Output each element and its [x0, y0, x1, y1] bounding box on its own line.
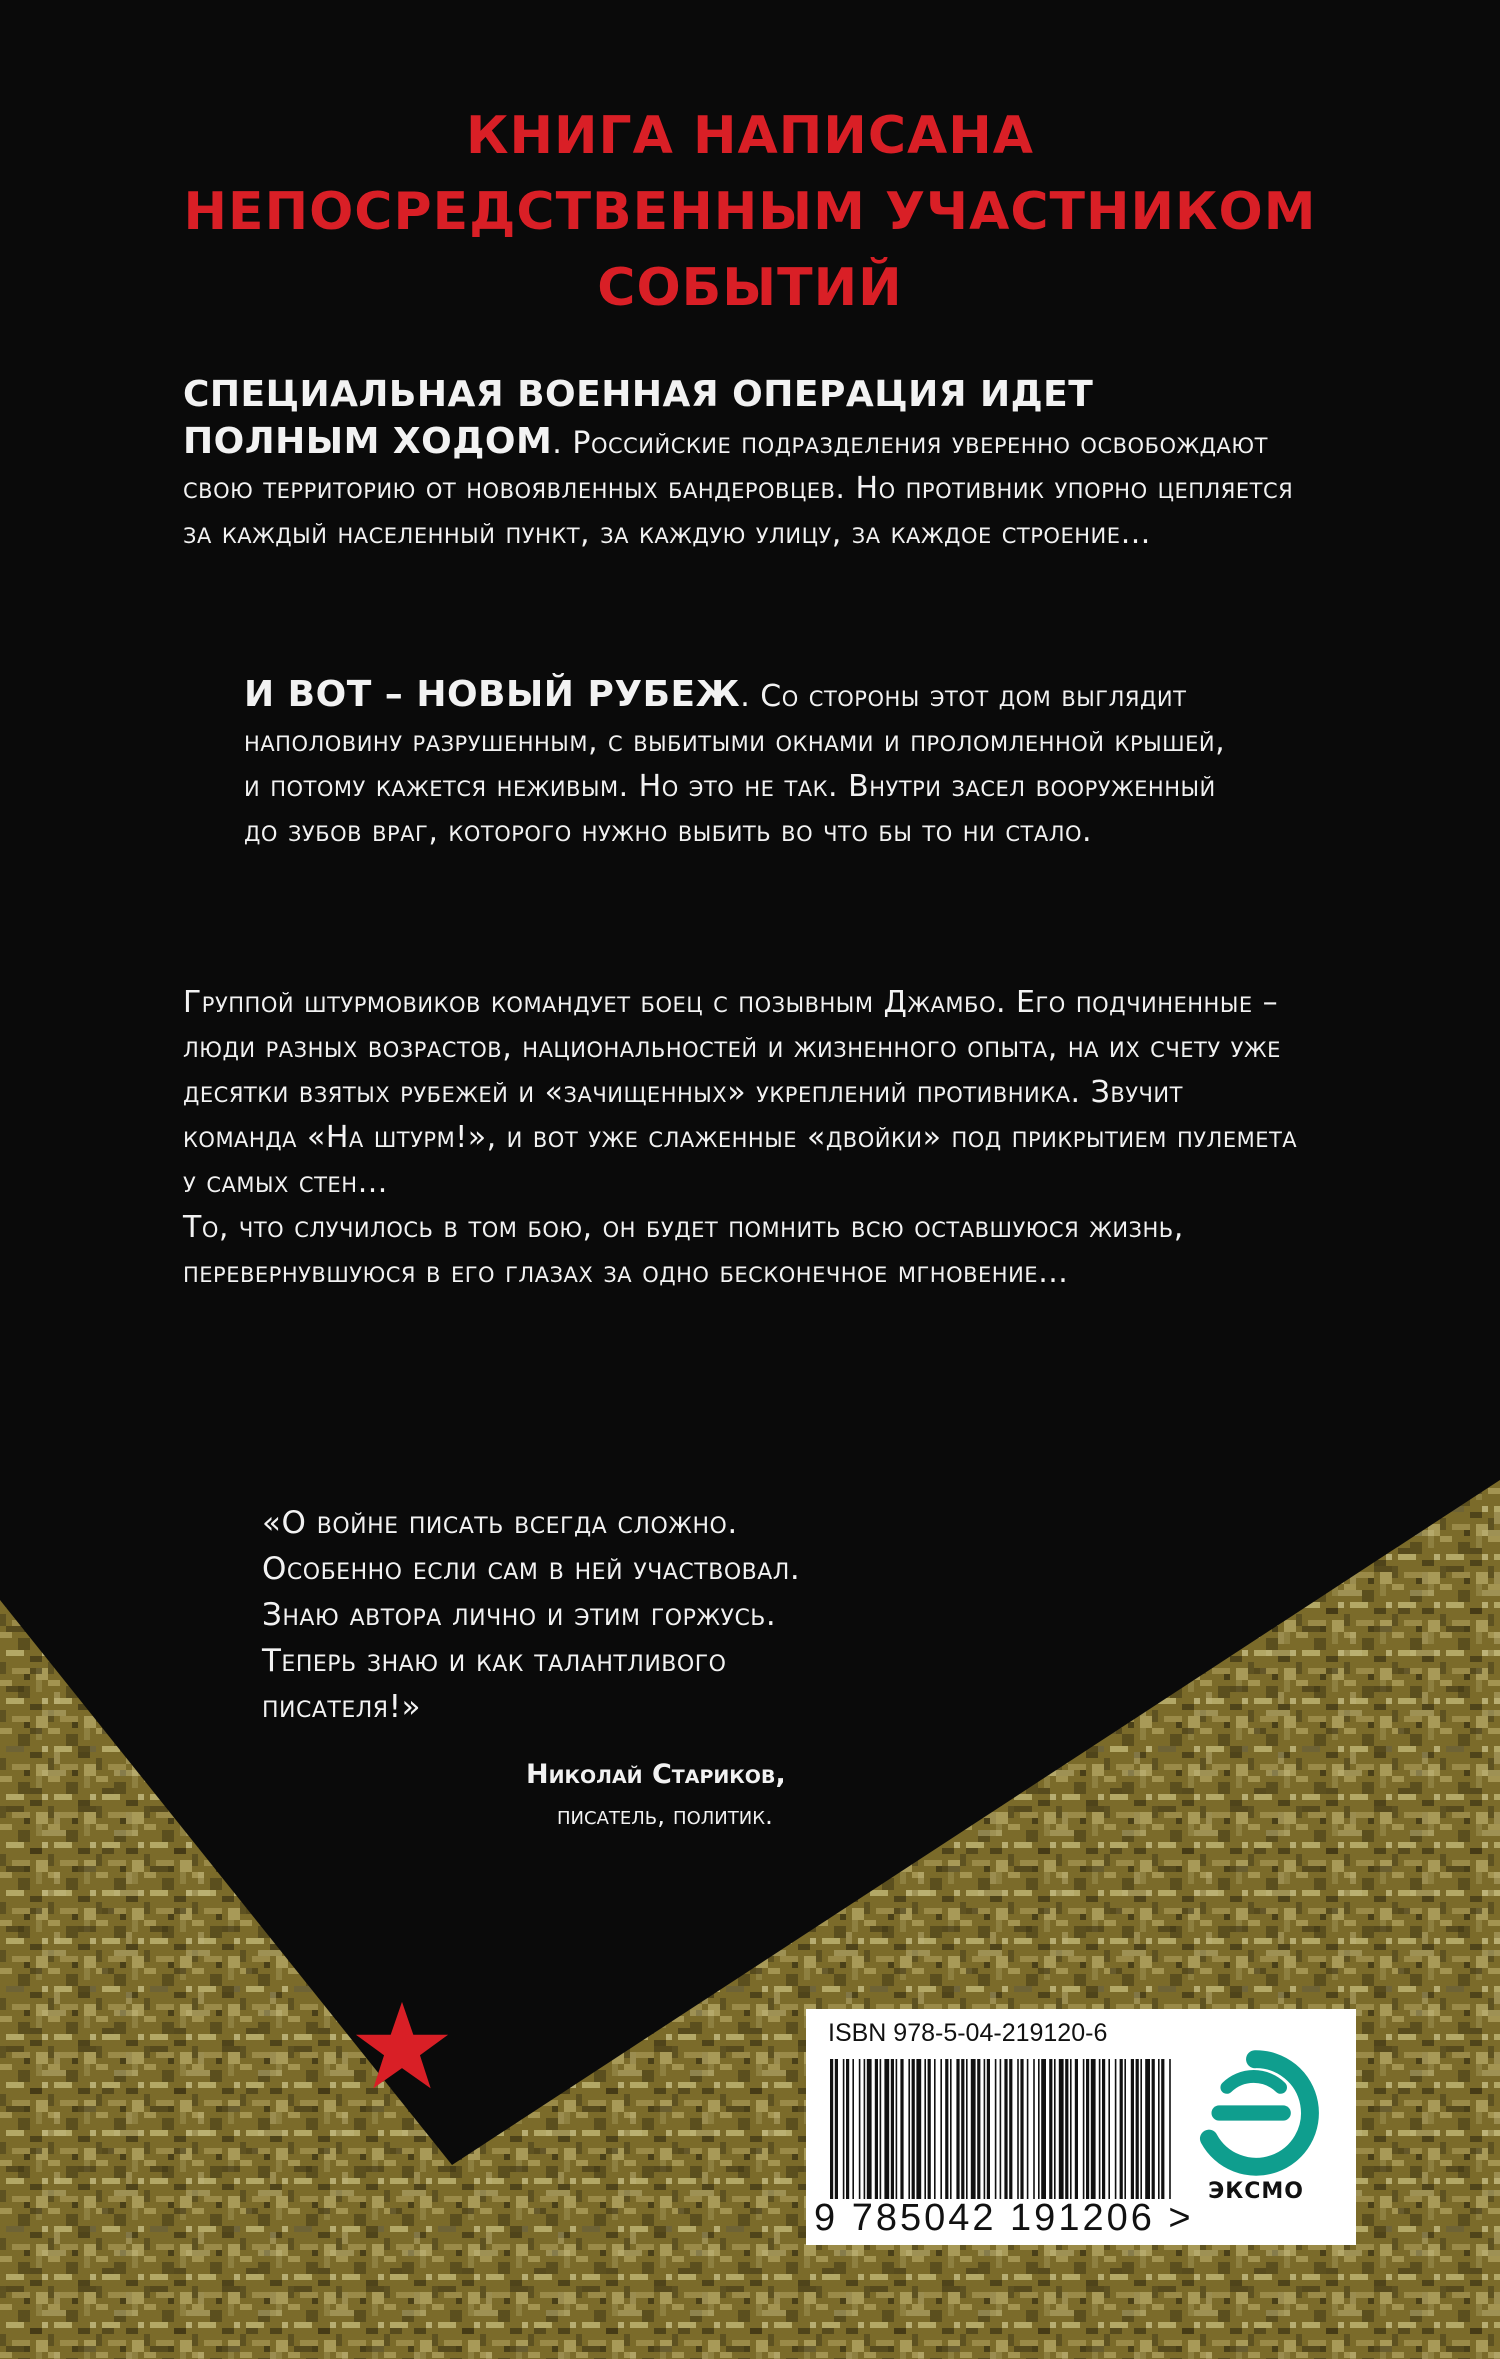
quote-author: Николай Стариков, — [526, 1759, 786, 1790]
barcode-bar — [1020, 2059, 1023, 2199]
barcode-bar — [995, 2059, 997, 2199]
barcode-bar — [880, 2059, 882, 2199]
barcode-bar — [1083, 2059, 1085, 2199]
barcode-bar — [875, 2059, 878, 2199]
barcode-bar — [891, 2059, 894, 2199]
barcode-bar — [912, 2059, 915, 2199]
paragraph-2-text: . Со стороны этот дом выглядит наполовину разрушенным, с выбитыми окнами и проломленной крышей, и потому кажется неживым. Но это не так. Внутри засел вооруженный до зубов враг, которого нужно выбить во что бы то ни стало. — [244, 679, 1226, 849]
barcode-bar — [1054, 2059, 1056, 2199]
barcode-bar — [940, 2059, 942, 2199]
barcode-bar — [987, 2059, 990, 2199]
barcode-bar — [956, 2059, 959, 2199]
barcode-bar — [924, 2059, 926, 2199]
barcode-bar — [1049, 2059, 1052, 2199]
paragraph-3-text-1: Группой штурмовиков командует боец с позывным Джамбо. Его подчиненные – люди разных возрастов, национальностей и жизненного опыта, на их счету уже десятки взятых рубежей и «зачищенных» укреплений противника. Звучит команда «На штурм!», и вот уже слаженные «двойки» под прикрытием пулемета у самых стен… — [183, 985, 1298, 1200]
barcode-bar — [977, 2059, 980, 2199]
barcode-bar — [1065, 2059, 1068, 2199]
barcode-bar — [1158, 2059, 1160, 2199]
barcode-bar — [835, 2059, 838, 2199]
barcode-bar — [830, 2059, 833, 2199]
barcode-bar — [843, 2059, 845, 2199]
barcode-bar — [864, 2059, 866, 2199]
barcode-digits: 9 785042 191206 > — [814, 2197, 1194, 2239]
barcode-bar — [1099, 2059, 1101, 2199]
barcode-bar — [966, 2059, 968, 2199]
barcode-bar — [846, 2059, 849, 2199]
barcode-bar — [961, 2059, 964, 2199]
eksmo-logo-icon — [1191, 2049, 1319, 2177]
barcode-bar — [971, 2059, 976, 2199]
barcode-bar — [900, 2059, 903, 2199]
barcode-bar — [1009, 2059, 1012, 2199]
barcode-bar — [1136, 2059, 1139, 2199]
paragraph-2-lead: И ВОТ – НОВЫЙ РУБЕЖ — [244, 674, 741, 715]
barcode-bar — [1145, 2059, 1150, 2199]
barcode-bar — [945, 2059, 948, 2199]
quote-line-1: «О войне писать всегда сложно. — [262, 1505, 738, 1541]
barcode-bar — [852, 2059, 854, 2199]
barcode-bar — [1102, 2059, 1105, 2199]
barcode-bar — [1004, 2059, 1007, 2199]
quote-author-role: писатель, политик. — [557, 1801, 773, 1830]
barcode-bar — [908, 2059, 910, 2199]
quote-line-5: писателя!» — [262, 1689, 421, 1725]
quote — [262, 1500, 1162, 1730]
barcode-bar — [934, 2059, 936, 2199]
barcode-bar — [859, 2059, 861, 2199]
barcode-bar — [1169, 2059, 1171, 2199]
barcode-bar — [928, 2059, 931, 2199]
headline — [0, 98, 1500, 326]
publisher-name: ЭКСМО — [1208, 2179, 1304, 2204]
barcode-bar — [1017, 2059, 1019, 2199]
paragraph-1-text: . Российские подразделения уверенно освобождают свою территорию от новоявленных бандеровцев. Но противник упорно цепляется за каждый населенный пункт, за каждую улицу, за каждое строение… — [183, 426, 1294, 551]
barcode-bar — [1086, 2059, 1089, 2199]
barcode-panel — [806, 2009, 1356, 2245]
barcode-bar — [950, 2059, 952, 2199]
barcode-bar — [1059, 2059, 1064, 2199]
barcode-bar — [1131, 2059, 1134, 2199]
paragraph-2 — [244, 672, 1244, 854]
barcode-bar — [916, 2059, 921, 2199]
paragraph-3-text-2: То, что случилось в том бою, он будет помнить всю оставшуюся жизнь, перевернувшуюся в его глазах за одно бесконечное мгновение… — [183, 1210, 1184, 1290]
barcode-bar — [1120, 2059, 1123, 2199]
paragraph-3 — [183, 980, 1303, 1295]
paragraph-1 — [183, 372, 1303, 556]
headline-line-2: НЕПОСРЕДСТВЕННЫМ УЧАСТНИКОМ — [183, 182, 1317, 242]
barcode-bar — [1070, 2059, 1072, 2199]
barcode-bars — [828, 2059, 1173, 2199]
barcode-bar — [1152, 2059, 1155, 2199]
barcode-bar — [1000, 2059, 1002, 2199]
barcode-bar — [1140, 2059, 1142, 2199]
barcode-bar — [984, 2059, 986, 2199]
barcode-bar — [1115, 2059, 1117, 2199]
barcode-bar — [1161, 2059, 1164, 2199]
headline-line-3: СОБЫТИЙ — [597, 258, 903, 318]
paragraph-1-lead: СПЕЦИАЛЬНАЯ ВОЕННАЯ ОПЕРАЦИЯ ИДЕТ ПОЛНЫМ ХОДОМ — [183, 374, 1094, 462]
barcode-bar — [1027, 2059, 1029, 2199]
barcode-bar — [884, 2059, 889, 2199]
barcode-bar — [1075, 2059, 1078, 2199]
barcode-bar — [1038, 2059, 1040, 2199]
quote-line-2: Особенно если сам в ней участвовал. — [262, 1551, 801, 1587]
headline-line-1: КНИГА НАПИСАНА — [466, 106, 1034, 166]
quote-line-4: Теперь знаю и как талантливого — [262, 1643, 727, 1679]
quote-line-3: Знаю автора лично и этим горжусь. — [262, 1597, 777, 1633]
barcode-bar — [867, 2059, 872, 2199]
isbn-text: ISBN 978-5-04-219120-6 — [828, 2019, 1108, 2047]
red-star-icon — [354, 2000, 450, 2096]
barcode-bar — [1108, 2059, 1110, 2199]
barcode-bar — [896, 2059, 898, 2199]
barcode-bar — [1124, 2059, 1126, 2199]
barcode-bar — [1033, 2059, 1035, 2199]
barcode-bar — [1091, 2059, 1096, 2199]
barcode-bar — [1041, 2059, 1046, 2199]
